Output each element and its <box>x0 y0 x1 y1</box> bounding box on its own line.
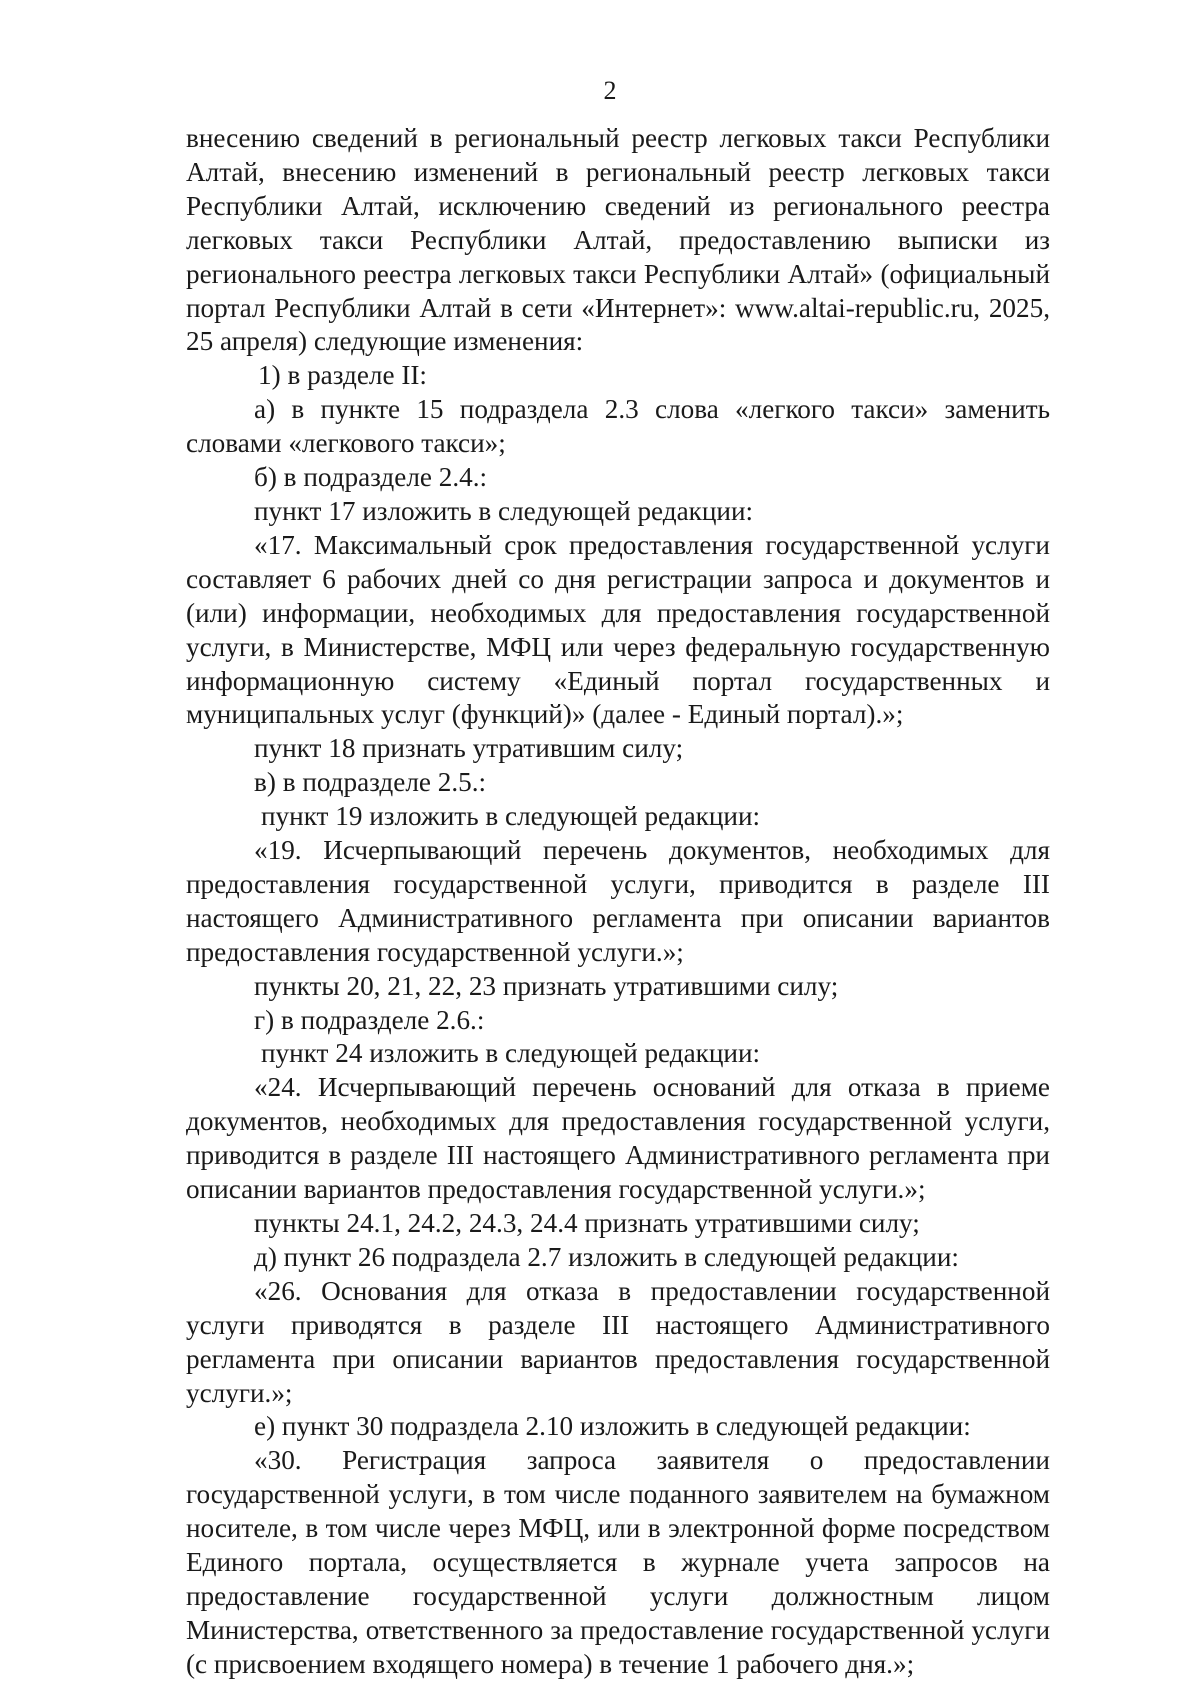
paragraph-subitem-e: е) пункт 30 подраздела 2.10 изложить в следующей редакции: <box>254 1411 971 1442</box>
paragraph-quote-30: «30. Регистрация запроса заявителя о предоставлении государственной услуги, в том числе поданного заявителем на бумажном носителе, в том числе через МФЦ, или в электронной форме посредством Единого портала, осуществляется в журнале учета запросов на предоставление государственной услуги должностным лицом Министерства, ответственного за предоставление государственной услуги (с присвоением входящего номера) в течение 1 рабочего дня.»; <box>186 1445 1050 1679</box>
paragraph-subitem-a: а) в пункте 15 подраздела 2.3 слова «легкого такси» заменить словами «легкового такси»; <box>186 394 1050 459</box>
paragraph-continuation: внесению сведений в региональный реестр легковых такси Республики Алтай, внесению изменений в региональный реестр легковых такси Республики Алтай, исключению сведений из регионального реестра легковых такси Республики Алтай, предоставлению выписки из регионального реестра легковых такси Республики Алтай» (официальный портал Республики Алтай в сети «Интернет»: www.altai-republic.ru, 2025, 25 апреля) следующие изменения: <box>186 123 1050 357</box>
paragraph-quote-19: «19. Исчерпывающий перечень документов, необходимых для предоставления государственной услуги, приводится в разделе III настоящего Административного регламента при описании вариантов предоставления государственной услуги.»; <box>186 835 1050 967</box>
page-number: 2 <box>603 76 617 105</box>
paragraph-instruction: пункт 24 изложить в следующей редакции: <box>261 1038 761 1069</box>
paragraph-quote-17: «17. Максимальный срок предоставления государственной услуги составляет 6 рабочих дней со дня регистрации запроса и документов и (или) информации, необходимых для предоставления государственной услуги, в Министерстве, МФЦ или через федеральную государственную информационную систему «Единый портал государственных и муниципальных услуг (функций)» (далее - Единый портал).»; <box>186 529 1050 730</box>
paragraph-instruction: пункты 20, 21, 22, 23 признать утратившими силу; <box>254 970 839 1001</box>
paragraph-subitem-g: г) в подразделе 2.6.: <box>254 1004 485 1035</box>
paragraph-quote-24: «24. Исчерпывающий перечень оснований для отказа в приеме документов, необходимых для предоставления государственной услуги, приводится в разделе III настоящего Административного регламента при описании вариантов предоставления государственной услуги.»; <box>186 1072 1050 1205</box>
paragraph-section-item: 1) в разделе II: <box>258 360 427 391</box>
paragraph-subitem-v: в) в подразделе 2.5.: <box>254 767 487 798</box>
paragraph-instruction: пункт 17 изложить в следующей редакции: <box>254 495 754 526</box>
document-body <box>186 122 1050 1682</box>
paragraph-instruction: пункты 24.1, 24.2, 24.3, 24.4 признать утратившими силу; <box>254 1208 920 1238</box>
paragraph-instruction: пункт 18 признать утратившим силу; <box>254 733 684 764</box>
paragraph-quote-26: «26. Основания для отказа в предоставлении государственной услуги приводятся в разделе III настоящего Административного регламента при описании вариантов предоставления государственной услуги.»; <box>186 1275 1050 1408</box>
paragraph-instruction: пункт 19 изложить в следующей редакции: <box>261 801 761 832</box>
paragraph-subitem-b: б) в подразделе 2.4.: <box>254 462 488 493</box>
paragraph-subitem-d: д) пункт 26 подраздела 2.7 изложить в следующей редакции: <box>254 1241 959 1272</box>
